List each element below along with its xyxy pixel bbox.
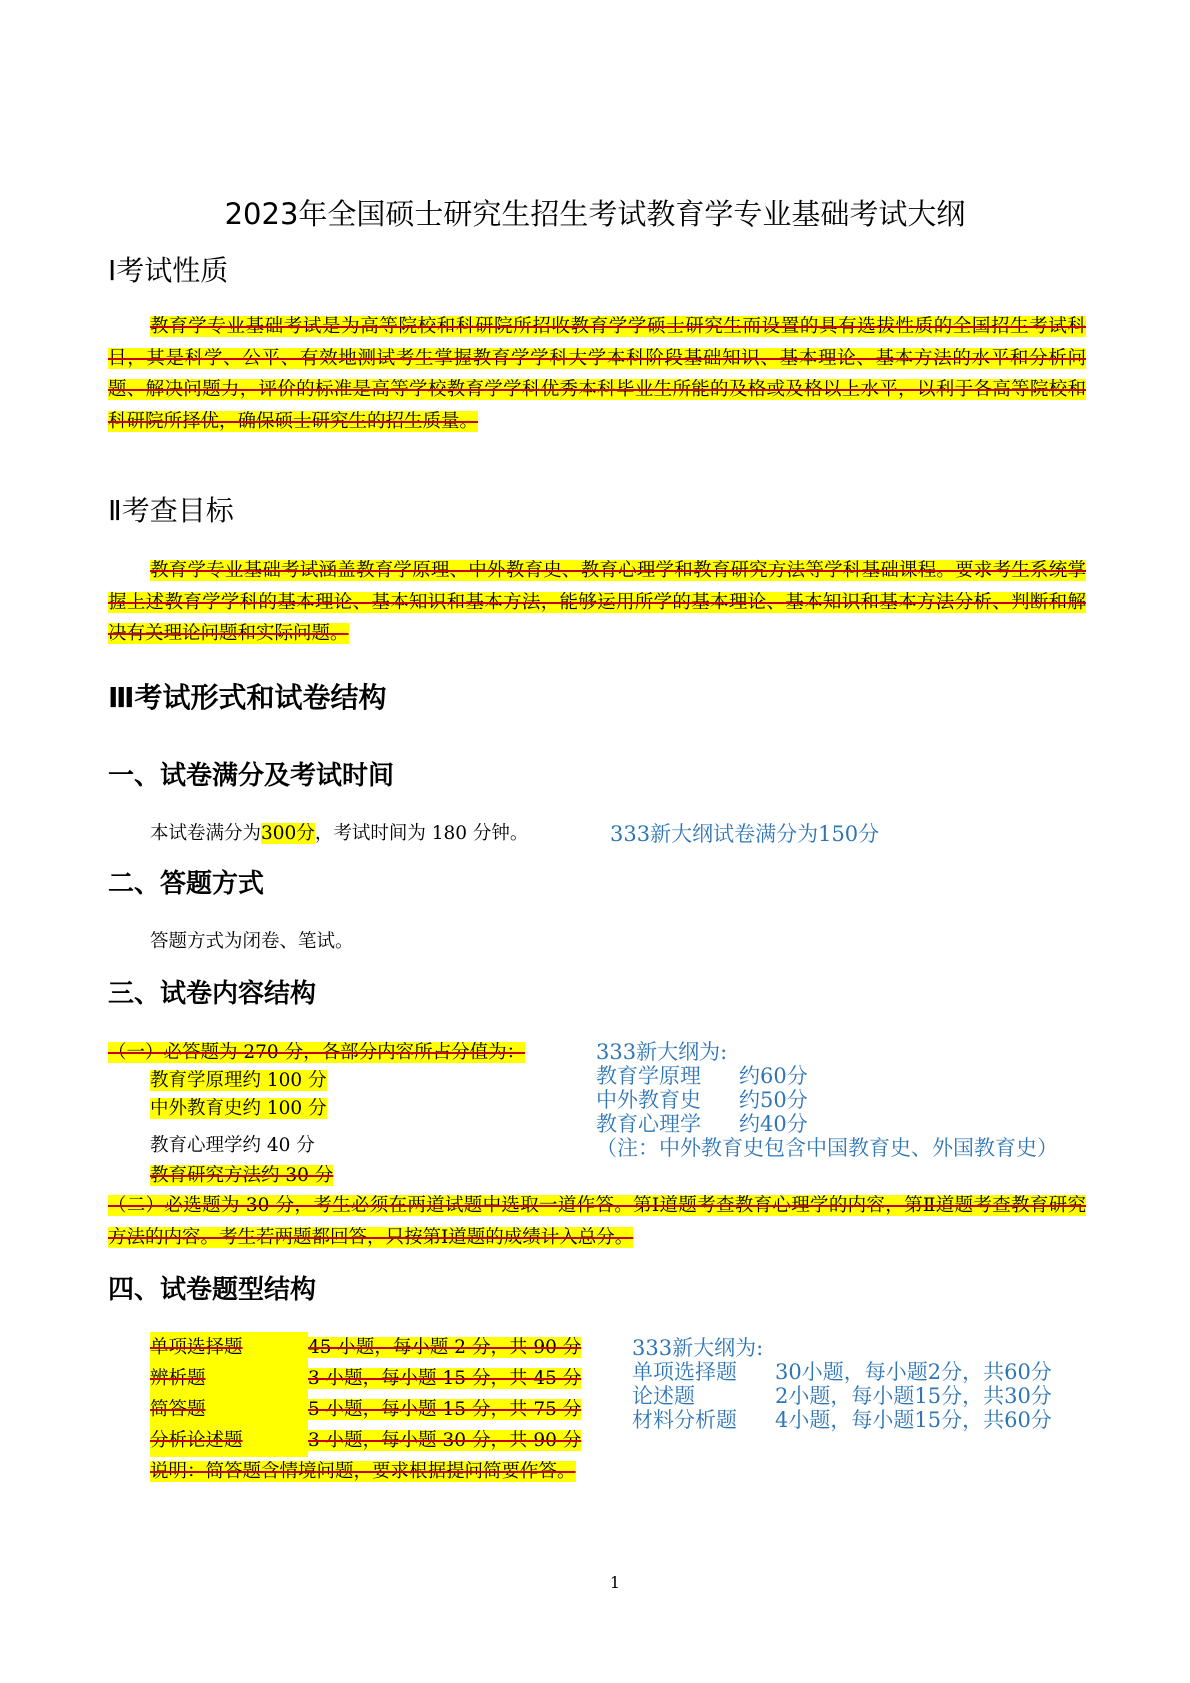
question-type-row: 分析论述题 3 小题，每小题 30 分，共 90 分 (150, 1425, 581, 1457)
section-2-text: 教育学专业基础考试涵盖教育学原理、中外教育史、教育心理学和教育研究方法等学科基础课程。要求考生系统掌握上述教育学学科的基本理论、基本知识和基本方法，能够运用所学的基本理论、基本知识和基本方法分析、判断和解决有关理论问题和实际问题。 (108, 560, 1086, 644)
part-4-note-row: 材料分析题 4小题，每小题15分，共60分 (632, 1408, 1052, 1432)
part-1-note: 333新大纲试卷满分为150分 (610, 822, 880, 846)
section-1-text: 教育学专业基础考试是为高等院校和科研院所招收教育学学硕士研究生而设置的具有选拔性质的全国招生考试科目，其是科学、公平、有效地测试考生掌握教育学学科大学本科阶段基础知识、基本理论、基本方法的水平和分析问题、解决问题力，评价的标准是高等学校教育学学科优秀本科毕业生所能的及格或及格以上水平，以利于各高等院校和科研院所择优，确保硕士研究生的招生质量。 (108, 316, 1086, 432)
part-2-heading: 二、答题方式 (108, 869, 265, 899)
part-4-heading: 四、试卷题型结构 (108, 1275, 317, 1305)
part-4-note-title: 333新大纲为: (632, 1336, 764, 1360)
part-3-heading: 三、试卷内容结构 (108, 979, 317, 1009)
content-item: 教育心理学约 40 分 (150, 1135, 315, 1156)
section-2-paragraph (108, 555, 1086, 650)
part-1-text: 本试卷满分为300分，考试时间为 180 分钟。 (150, 823, 529, 844)
part-2-text: 答题方式为闭卷、笔试。 (150, 931, 354, 952)
part-3-note-title: 333新大纲为: (596, 1040, 728, 1064)
elective-section-paragraph: （二）必选题为 30 分，考生必须在两道试题中选取一道作答。第Ⅰ道题考查教育心理学的内容，第Ⅱ道题考查教育研究方法的内容。考生若两题都回答，只按第Ⅰ道题的成绩计入总分。 (108, 1195, 1086, 1248)
section-2-heading: Ⅱ考查目标 (108, 494, 234, 527)
page-number: 1 (609, 1573, 621, 1592)
full-score-value: 300分 (261, 823, 315, 844)
content-item: 教育学原理约 100 分 (150, 1070, 327, 1091)
content-item: 教育研究方法约 30 分 (150, 1165, 334, 1186)
part-3-note-row: 教育学原理 约60分 (596, 1064, 808, 1088)
question-type-remark: 说明：简答题含情境问题，要求根据提问简要作答。 (150, 1461, 576, 1482)
section-1-paragraph (108, 311, 1086, 437)
question-type-row: 简答题 5 小题，每小题 15 分，共 75 分 (150, 1394, 581, 1426)
content-item: 中外教育史约 100 分 (150, 1098, 327, 1119)
part-4-note-row: 单项选择题 30小题，每小题2分，共60分 (632, 1360, 1052, 1384)
part-4-note-row: 论述题 2小题，每小题15分，共30分 (632, 1384, 1052, 1408)
question-type-row: 辨析题 3 小题，每小题 15 分，共 45 分 (150, 1363, 581, 1395)
part-3-note-row: 中外教育史 约50分 (596, 1088, 808, 1112)
part-3-note-remark: （注：中外教育史包含中国教育史、外国教育史） (596, 1136, 1058, 1160)
section-3-heading: Ⅲ考试形式和试卷结构 (108, 681, 387, 714)
document-title: 2023年全国硕士研究生招生考试教育学专业基础考试大纲 (224, 197, 966, 231)
required-section-line: （一）必答题为 270 分，各部分内容所占分值为： (108, 1042, 526, 1063)
section-1-heading: Ⅰ考试性质 (108, 254, 229, 287)
part-3-note-row: 教育心理学 约40分 (596, 1112, 808, 1136)
question-type-row: 单项选择题 45 小题，每小题 2 分，共 90 分 (150, 1332, 581, 1364)
part-1-heading: 一、试卷满分及考试时间 (108, 761, 395, 791)
